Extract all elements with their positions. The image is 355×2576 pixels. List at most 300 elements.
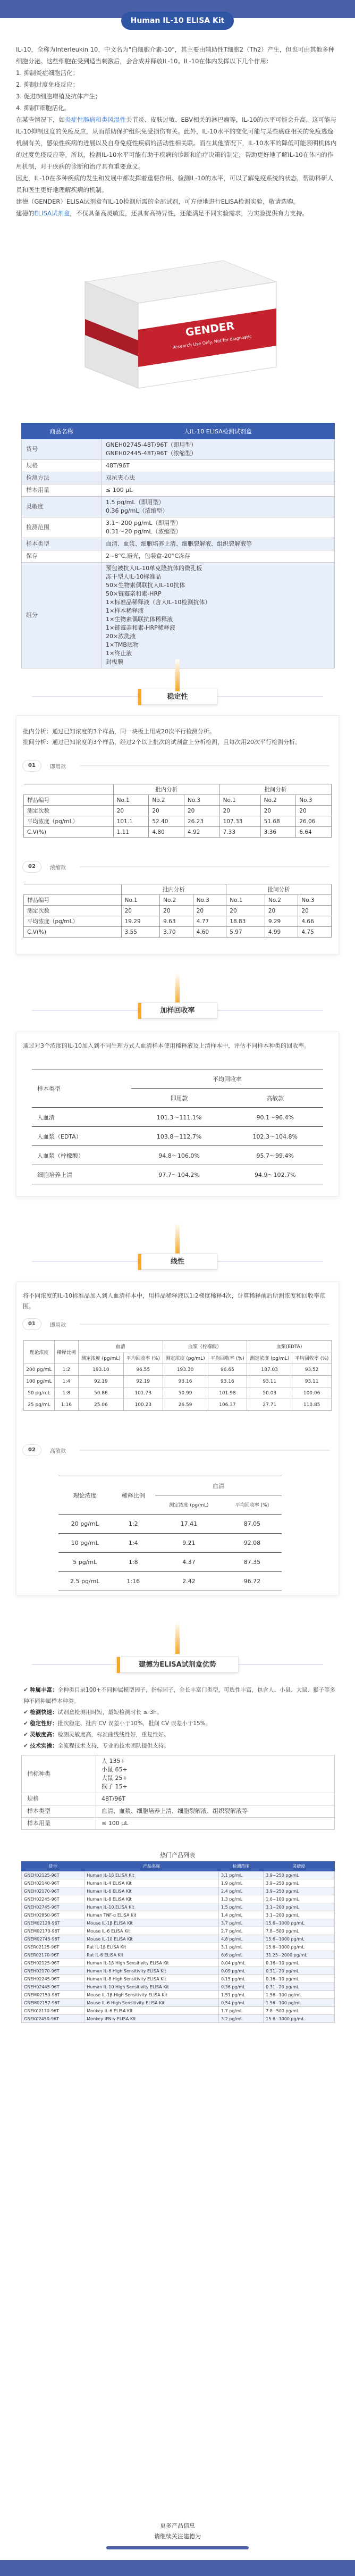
spec-key: 样本用量 bbox=[22, 484, 102, 497]
hot-cell: Rat IL-6 ELISA Kit bbox=[84, 1951, 219, 1959]
hot-cell: 3.1 pg/mL bbox=[218, 1871, 263, 1879]
stability-row bbox=[24, 895, 332, 906]
intro-p3: 因此，IL-10在多种疾病的发生和发展中都发挥着重要作用。检测IL-10的水平，可以了解免疫系统的状态，帮助科研人员和医生更好地理解疾病的机制。 bbox=[16, 174, 334, 194]
stability-cell: No.2 bbox=[160, 895, 193, 906]
stability-cell: 20 bbox=[121, 906, 160, 916]
hot-row bbox=[22, 1895, 335, 1903]
linearity2-cell: 2.42 bbox=[155, 1572, 223, 1591]
linearity-table-sensitive bbox=[58, 1476, 282, 1591]
hot-cell: 1.4 pg/mL bbox=[218, 1911, 263, 1919]
advantage-key: 样本用量 bbox=[22, 1818, 96, 1830]
hot-cell: 3.1 pg/mL bbox=[218, 1943, 263, 1951]
stability-cell: 19.29 bbox=[121, 916, 160, 927]
recovery-head-type: 样本类型 bbox=[32, 1069, 131, 1108]
hot-cell: 15.6~1000 pg/mL bbox=[264, 1935, 335, 1943]
hot-row bbox=[22, 1871, 335, 1879]
footer-line-2: 请继续关注建德为 bbox=[154, 2533, 201, 2540]
recovery-text: 通过对3个浓度的IL-10加入到不同生理方式人血清样本使用稀释液及上清样本中，评估不同样本种类的回收率。 bbox=[23, 1042, 310, 1049]
hot-cell: Mouse IL-10 ELISA Kit bbox=[84, 1935, 219, 1943]
stability-cell: 20 bbox=[260, 806, 296, 816]
stability-cell: No.3 bbox=[298, 895, 332, 906]
intro-p1: IL-10，全称为Interleukin 10，中文名为"白细胞介素-10"，其主要由辅助性T细胞2（Th2）产生，但也可由其他多种细胞分泌。这些细胞在受到适当刺激后，会合成并释放IL-10。IL-10在体内发挥以下几个作用： bbox=[16, 46, 335, 65]
stability-cell: 6.64 bbox=[296, 827, 332, 838]
spec-value: 血清、血浆、细胞培养上清、细胞裂解液、组织裂解液等 bbox=[102, 538, 335, 550]
linearity-cell: 1:2 bbox=[54, 1364, 78, 1376]
spec-row bbox=[22, 550, 335, 563]
stability-cell: No.2 bbox=[265, 895, 298, 906]
spec-row bbox=[22, 497, 335, 517]
hot-cell: Human IL-6 ELISA Kit bbox=[84, 1887, 219, 1895]
linearity-row bbox=[24, 1387, 332, 1399]
linearity-cell: 96.65 bbox=[208, 1364, 247, 1376]
stability-row-label: 测定次数 bbox=[24, 806, 114, 816]
spec-key: 货号 bbox=[22, 439, 102, 460]
stability-cell: 4.77 bbox=[193, 916, 226, 927]
hot-cell: GNER02125-96T bbox=[22, 1943, 84, 1951]
intro-p2 bbox=[16, 114, 339, 172]
hot-cell: GNEM02150-96T bbox=[22, 1991, 84, 1999]
section-advantage-head bbox=[0, 1654, 355, 1675]
hot-row bbox=[22, 1927, 335, 1935]
stability-cell: 18.83 bbox=[226, 916, 265, 927]
stability-sub2: 02 浓缩款 bbox=[0, 859, 355, 875]
spec-row bbox=[22, 517, 335, 538]
hot-cell: 3.1~200 pg/mL bbox=[264, 1903, 335, 1911]
hot-cell: 15.6~1000 pg/mL bbox=[264, 1943, 335, 1951]
linearity-cell: 1:16 bbox=[54, 1399, 78, 1411]
advantage-bullet: ✔ 种属丰富：全种类目录100+不同种属模型因子，指标因子，全长丰富门类型，可选性丰富，包含人、小鼠、大鼠、猴子等多种不同种属样本种类。 bbox=[23, 1687, 335, 1704]
stability-cell: 51.68 bbox=[260, 816, 296, 827]
section-recovery-badge bbox=[138, 1002, 217, 1018]
linearity-head-col: 测定浓度 (pg/mL) bbox=[78, 1352, 123, 1364]
linearity-head-group: 血浆（柠檬酸） bbox=[163, 1341, 247, 1352]
linearity-table-ready bbox=[23, 1340, 332, 1411]
spec-row bbox=[22, 538, 335, 550]
hot-cell: GNEH02445-96T bbox=[22, 1983, 84, 1991]
hot-cell: 3.9~250 pg/mL bbox=[264, 1879, 335, 1887]
hot-cell: Human IL-10 ELISA Kit bbox=[84, 1903, 219, 1911]
hot-cell: 0.04 pg/mL bbox=[218, 1959, 263, 1967]
linearity-head-col: 平均回收率 (%) bbox=[123, 1352, 163, 1364]
hot-cell: 3.2 pg/mL bbox=[218, 2015, 263, 2023]
advantage-bullet: ✔ 检测快速：试剂盒检测用时短，最短检测时长 ≤ 3h。 bbox=[23, 1709, 163, 1716]
linearity-cell: 101.73 bbox=[123, 1387, 163, 1399]
linearity2-cell: 20 pg/mL bbox=[58, 1515, 111, 1534]
section-linearity-badge bbox=[138, 1253, 217, 1269]
hot-row bbox=[22, 1967, 335, 1975]
section-advantage-badge bbox=[116, 1657, 239, 1672]
spec-value: 1.5 pg/mL（即用型） 0.36 pg/mL（浓缩型） bbox=[102, 497, 335, 517]
spec-key: 规格 bbox=[22, 460, 102, 472]
linearity-cell: 1:8 bbox=[54, 1387, 78, 1399]
spec-row bbox=[22, 439, 335, 460]
recovery-table bbox=[32, 1069, 323, 1184]
hot-cell: Mouse IL-6 High Sensitivity ELISA Kit bbox=[84, 1999, 219, 2007]
spec-table bbox=[21, 423, 335, 668]
stability-row-label: 平均浓度（pg/mL） bbox=[24, 816, 114, 827]
page-title: Human IL-10 ELISA Kit bbox=[121, 12, 234, 30]
stability-cell: 4.99 bbox=[265, 927, 298, 938]
stability-cell: 26.23 bbox=[184, 816, 219, 827]
hot-cell: Human IL-1β ELISA Kit bbox=[84, 1871, 219, 1879]
recovery-head-b: 高敏款 bbox=[227, 1089, 323, 1108]
linearity2-cell: 5 pg/mL bbox=[58, 1553, 111, 1572]
advantage-row bbox=[22, 1755, 335, 1793]
linearity2-cell: 96.72 bbox=[223, 1572, 282, 1591]
hot-head: 灵敏度 bbox=[264, 1862, 335, 1871]
hot-cell: Mouse IL-6 ELISA Kit bbox=[84, 1927, 219, 1935]
intro-p4-link[interactable]: ELISA试剂盒 bbox=[34, 210, 70, 217]
linearity-cell: 93.52 bbox=[292, 1364, 332, 1376]
stability-cell: 3.55 bbox=[121, 927, 160, 938]
intro-p2-link[interactable]: 炎症性肠病和类风湿性 bbox=[65, 116, 126, 123]
linearity2-cell: 1:4 bbox=[111, 1534, 155, 1553]
hot-cell: GNEM02745-96T bbox=[22, 1935, 84, 1943]
linearity2-header-row bbox=[58, 1476, 282, 1495]
linearity-cell: 92.19 bbox=[123, 1376, 163, 1387]
linearity2-cell: 87.35 bbox=[223, 1553, 282, 1572]
linearity-text: 将不同浓度的IL-10标准品加入到人血清样本中，用样品稀释液以1:2梯度稀释4次，计算稀释前后所测浓度和回收率范围。 bbox=[23, 1292, 325, 1310]
footer bbox=[0, 2521, 355, 2542]
hot-cell: Human IL-8 ELISA Kit bbox=[84, 1895, 219, 1903]
linearity-cell: 25 pg/mL bbox=[24, 1399, 55, 1411]
linearity2-row bbox=[58, 1553, 282, 1572]
stability-cell: 4.92 bbox=[184, 827, 219, 838]
stability-cell: 1.11 bbox=[113, 827, 149, 838]
stability-head-a: 批内分析 bbox=[113, 784, 219, 795]
spec-key: 检测方法 bbox=[22, 472, 102, 484]
hot-cell: GNEH02850-96T bbox=[22, 1911, 84, 1919]
stability-row-label: C.V(%) bbox=[24, 827, 114, 838]
intro-p2-b: 关节炎、皮肤过敏、EBV相关的淋巴瘤等，IL-10的水平可能会升高，这可能与IL-10抑制过度的免疫反应，从而帮助保护组织免受损伤有关。此外，IL-10水平的变化可能与某些癌症相关的免疫逃逸机制有关，感染性疾病的进展以及自身免疫性疾病的活动性相关联。而在其他情况下，IL-10水平的降低可能表明机体内的过度免疫反应等。所以，检测IL-10水平可能有助于疾病的诊断和治疗决策的制定，帮助更好地了解IL-10在体内的作用机制，对于疾病的诊断和治疗具有重要意义。 bbox=[16, 116, 337, 170]
section-connector bbox=[175, 659, 180, 691]
hot-cell: 3.1~200 pg/mL bbox=[264, 1911, 335, 1919]
hot-cell: 0.16~10 pg/mL bbox=[264, 1975, 335, 1983]
section-stability-label: 稳定性 bbox=[167, 693, 188, 701]
linearity-cell: 187.03 bbox=[247, 1364, 292, 1376]
recovery-value: 94.8～106.0% bbox=[131, 1146, 227, 1165]
recovery-header-row bbox=[32, 1069, 323, 1089]
linearity-cell: 101.98 bbox=[208, 1387, 247, 1399]
hot-cell: 3.7 pg/mL bbox=[218, 1919, 263, 1927]
linearity-head-group: 血清 bbox=[78, 1341, 163, 1352]
stability-row-label: 样品编号 bbox=[24, 895, 122, 906]
recovery-head-avg: 平均回收率 bbox=[131, 1069, 323, 1089]
linearity-cell: 110.85 bbox=[292, 1399, 332, 1411]
intro-text bbox=[16, 44, 339, 219]
stability-row bbox=[24, 816, 332, 827]
advantage-row bbox=[22, 1805, 335, 1818]
linearity2-cell: 4.37 bbox=[155, 1553, 223, 1572]
stability-row-label: 样品编号 bbox=[24, 795, 114, 806]
linearity2-head-ratio: 稀释比例 bbox=[111, 1476, 155, 1515]
stability-cell: 101.1 bbox=[113, 816, 149, 827]
section-linearity-label: 线性 bbox=[170, 1258, 184, 1266]
hot-cell: Mouse IL-1β High Sensitivity ELISA Kit bbox=[84, 1991, 219, 1999]
stability-head-b: 批间分析 bbox=[219, 784, 331, 795]
hot-cell: 1.5 pg/mL bbox=[218, 1903, 263, 1911]
recovery-sample: 人血清 bbox=[32, 1108, 131, 1127]
recovery-value: 101.3～111.1% bbox=[131, 1108, 227, 1127]
hot-cell: 1.56~100 pg/mL bbox=[264, 1991, 335, 1999]
hot-cell: Human IL-4 ELISA Kit bbox=[84, 1879, 219, 1887]
advantage-value: 48T/96T bbox=[96, 1793, 335, 1805]
stability-cell: 4.66 bbox=[298, 916, 332, 927]
linearity-row bbox=[24, 1376, 332, 1387]
stability-cell: No.2 bbox=[149, 795, 184, 806]
stability-cell: 4.75 bbox=[298, 927, 332, 938]
hot-row bbox=[22, 1959, 335, 1967]
linearity-head-conc: 理论浓度 bbox=[24, 1341, 55, 1364]
hot-head: 货号 bbox=[22, 1862, 84, 1871]
advantage-value: 人 135+ 小鼠 65+ 大鼠 25+ 猴子 15+ bbox=[96, 1755, 335, 1793]
section-recovery-head bbox=[0, 1000, 355, 1021]
spec-title: 商品名称 bbox=[22, 423, 102, 439]
linearity-head-col: 测定浓度 (pg/mL) bbox=[247, 1352, 292, 1364]
linearity2-cell: 2.5 pg/mL bbox=[58, 1572, 111, 1591]
hot-row bbox=[22, 1879, 335, 1887]
linearity-head-ratio: 稀释比例 bbox=[54, 1341, 78, 1364]
advantage-value: ≤ 100 μL bbox=[96, 1818, 335, 1830]
stability-table-ready bbox=[23, 784, 332, 838]
stability-cell: 20 bbox=[113, 806, 149, 816]
hot-cell: 6.6 pg/mL bbox=[218, 1951, 263, 1959]
bottom-banner bbox=[0, 2560, 355, 2576]
linearity2-cell: 1:8 bbox=[111, 1553, 155, 1572]
linearity-cell: 92.19 bbox=[78, 1376, 123, 1387]
advantage-key: 指标种类 bbox=[22, 1755, 96, 1793]
stability-cell: 20 bbox=[184, 806, 219, 816]
hot-cell: GNEK02170-96T bbox=[22, 2007, 84, 2015]
recovery-value: 95.7～99.4% bbox=[227, 1146, 323, 1165]
spec-value: 双抗夹心法 bbox=[102, 472, 335, 484]
hot-cell: GNEM02170-96T bbox=[22, 1927, 84, 1935]
section-recovery-label: 加样回收率 bbox=[160, 1007, 195, 1015]
hot-row bbox=[22, 2015, 335, 2023]
intro-p4-b: ，不仅具备高灵敏度，还具有高特异性，还能满足不同实验需求，为实验提供有力支持。 bbox=[70, 210, 308, 217]
linearity2-cell: 87.05 bbox=[223, 1515, 282, 1534]
linearity-head-col: 测定浓度 (pg/mL) bbox=[163, 1352, 208, 1364]
spec-value: 2~8°C,避光，包装盒-20°C冻存 bbox=[102, 550, 335, 563]
hot-cell: Human TNF-α ELISA Kit bbox=[84, 1911, 219, 1919]
hot-cell: GNEM02157-96T bbox=[22, 1999, 84, 2007]
spec-value: ≤ 100 μL bbox=[102, 484, 335, 497]
advantage-key: 规格 bbox=[22, 1793, 96, 1805]
hot-cell: Human IL-1β High Sensitivity ELISA Kit bbox=[84, 1959, 219, 1967]
linearity2-head-col: 测定浓度 (pg/mL) bbox=[155, 1495, 223, 1515]
stability-cell: 107.33 bbox=[219, 816, 260, 827]
stability-row bbox=[24, 916, 332, 927]
hot-cell: 1.9 pg/mL bbox=[218, 1879, 263, 1887]
hot-cell: Monkey IL-6 ELISA Kit bbox=[84, 2007, 219, 2015]
hot-cell: 0.36 pg/mL bbox=[218, 1983, 263, 1991]
stability-header-row bbox=[24, 784, 332, 795]
footer-line-1: 更多产品信息 bbox=[160, 2522, 195, 2529]
stability-cell: No.1 bbox=[121, 895, 160, 906]
linearity2-cell: 92.08 bbox=[223, 1534, 282, 1553]
spec-value: 3.1～200 pg/mL（即用型） 0.31～20 pg/mL（浓缩型） bbox=[102, 517, 335, 538]
hot-cell: GNEH02125-96T bbox=[22, 1959, 84, 1967]
hot-row bbox=[22, 1919, 335, 1927]
stability-cell: 3.70 bbox=[160, 927, 193, 938]
linearity-row bbox=[24, 1399, 332, 1411]
hot-cell: GNEH02170-96T bbox=[22, 1887, 84, 1895]
product-box-svg bbox=[64, 250, 292, 404]
stability-cell: 20 bbox=[149, 806, 184, 816]
hot-row bbox=[22, 1983, 335, 1991]
intro-list-2: 2. 抑制过度免疫反应； bbox=[16, 81, 79, 88]
recovery-row bbox=[32, 1146, 323, 1165]
hot-cell: GNEH02170-96T bbox=[22, 1967, 84, 1975]
recovery-row bbox=[32, 1108, 323, 1127]
intro-p4 bbox=[16, 207, 339, 219]
linearity-cell: 193.30 bbox=[163, 1364, 208, 1376]
hot-cell: GNEH02140-96T bbox=[22, 1879, 84, 1887]
stability-row-label: 平均浓度（pg/mL） bbox=[24, 916, 122, 927]
recovery-sample: 人血浆（柠檬酸） bbox=[32, 1146, 131, 1165]
hot-cell: Human IL-10 High Sensitivity ELISA Kit bbox=[84, 1983, 219, 1991]
stability-row bbox=[24, 827, 332, 838]
linearity2-row bbox=[58, 1515, 282, 1534]
linearity2-cell: 17.41 bbox=[155, 1515, 223, 1534]
stability-cell: No.3 bbox=[193, 895, 226, 906]
footer-bar bbox=[106, 2546, 249, 2549]
hot-cell: 1.3 pg/mL bbox=[218, 1895, 263, 1903]
hot-cell: Rat IL-1β ELISA Kit bbox=[84, 1943, 219, 1951]
stability-header-row bbox=[24, 884, 332, 895]
spec-value: 预包被抗人IL-10单克隆抗体的微孔板 冻干型人IL-10标准品 50×生物素偶联抗人IL-10抗体 50×链霉亲和素-HRP 1×标准品稀释液（含人IL-10检测抗体） 1×样本稀释液 1×生物素偶联抗体稀释液 1×链霉亲和素-HRP稀释液 20×浓洗液 1×TMB底物 1×终止液 封板膜 bbox=[102, 563, 335, 668]
recovery-sample: 细胞培养上清 bbox=[32, 1165, 131, 1184]
linearity-sub2-label: 高敏款 bbox=[50, 1449, 66, 1454]
stability-text: 批内分析：通过已知浓度的3个样品，同一块板上用成20次平行检测分析。 批间分析：通过已知浓度的3个样品，经过2个以上批次的试剂盒上分析检测，且每次用20次平行检测分析。 bbox=[23, 728, 301, 746]
stability-head-a: 批内分析 bbox=[121, 884, 226, 895]
advantage-key: 样本类型 bbox=[22, 1805, 96, 1818]
hot-row bbox=[22, 1999, 335, 2007]
linearity-sub1-label: 即用款 bbox=[50, 1323, 66, 1328]
spec-value: 48T/96T bbox=[102, 460, 335, 472]
spec-row bbox=[22, 484, 335, 497]
hot-cell: GNEH02125-96T bbox=[22, 1871, 84, 1879]
hot-cell: 15.6~1000 pg/mL bbox=[264, 2015, 335, 2023]
linearity2-cell: 10 pg/mL bbox=[58, 1534, 111, 1553]
spec-key: 组分 bbox=[22, 563, 102, 668]
box-sub: Research Use Only. Not for diagnostic bbox=[172, 334, 252, 350]
stability-cell: No.3 bbox=[184, 795, 219, 806]
stability-cell: No.1 bbox=[113, 795, 149, 806]
linearity-row bbox=[24, 1364, 332, 1376]
linearity2-row bbox=[58, 1572, 282, 1591]
hot-row bbox=[22, 1903, 335, 1911]
hot-cell: 3.9~250 pg/mL bbox=[264, 1887, 335, 1895]
hot-cell: 2.4 pg/mL bbox=[218, 1887, 263, 1895]
hot-cell: 0.15 pg/mL bbox=[218, 1975, 263, 1983]
linearity-head-col: 平均回收率 (%) bbox=[292, 1352, 332, 1364]
linearity-cell: 93.16 bbox=[208, 1376, 247, 1387]
hot-cell: GNEK02450-96T bbox=[22, 2015, 84, 2023]
hot-row bbox=[22, 1943, 335, 1951]
linearity-cell: 93.11 bbox=[247, 1376, 292, 1387]
hot-cell: 1.6~100 pg/mL bbox=[264, 1895, 335, 1903]
hot-cell: Human IL-8 High Sensitivity ELISA Kit bbox=[84, 1975, 219, 1983]
advantage-table bbox=[21, 1755, 335, 1830]
spec-key: 灵敏度 bbox=[22, 497, 102, 517]
linearity-cell: 96.55 bbox=[123, 1364, 163, 1376]
advantage-row bbox=[22, 1793, 335, 1805]
spec-key: 保存 bbox=[22, 550, 102, 563]
intro-p4-a: 建德的 bbox=[16, 210, 35, 217]
linearity-sub1: 01 即用款 bbox=[0, 1316, 355, 1332]
spec-title-value: 人IL-10 ELISA检测试剂盒 bbox=[102, 423, 335, 439]
hot-cell: 3.9~250 pg/mL bbox=[264, 1871, 335, 1879]
spec-row bbox=[22, 563, 335, 668]
linearity-cell: 193.10 bbox=[78, 1364, 123, 1376]
recovery-row bbox=[32, 1165, 323, 1184]
section-connector bbox=[175, 1622, 180, 1654]
hot-row bbox=[22, 1887, 335, 1895]
box-logo: GENDER bbox=[184, 319, 235, 339]
linearity-cell: 93.16 bbox=[163, 1376, 208, 1387]
hot-cell: 15.6~1000 pg/mL bbox=[264, 1919, 335, 1927]
intro-list-4: 4. 抑制T细胞活化。 bbox=[16, 104, 71, 112]
linearity2-head-conc: 理论浓度 bbox=[58, 1476, 111, 1515]
stability-cell: No.1 bbox=[226, 895, 265, 906]
stability-cell: 20 bbox=[219, 806, 260, 816]
hot-cell: Mouse IL-1β ELISA Kit bbox=[84, 1919, 219, 1927]
stability-row bbox=[24, 795, 332, 806]
linearity2-row bbox=[58, 1534, 282, 1553]
linearity-head-col: 平均回收率 (%) bbox=[208, 1352, 247, 1364]
linearity-cell: 25.06 bbox=[78, 1399, 123, 1411]
advantage-bullet: ✔ 技术实操：全流程技术支持，专业的技术团队提供支持。 bbox=[23, 1743, 170, 1749]
hot-head: 产品名称 bbox=[84, 1862, 219, 1871]
stability-cell: 3.36 bbox=[260, 827, 296, 838]
stability-sub1-label: 即用款 bbox=[50, 764, 66, 770]
hot-row bbox=[22, 1951, 335, 1959]
stability-cell: 5.97 bbox=[226, 927, 265, 938]
hot-cell: 1.51 pg/mL bbox=[218, 1991, 263, 1999]
section-linearity-head bbox=[0, 1251, 355, 1272]
stability-cell: 4.60 bbox=[193, 927, 226, 938]
linearity2-cell: 1:16 bbox=[111, 1572, 155, 1591]
linearity-cell: 1:4 bbox=[54, 1376, 78, 1387]
linearity-head-group: 血浆(EDTA) bbox=[247, 1341, 332, 1352]
hot-cell: GNEM02128-96T bbox=[22, 1919, 84, 1927]
intro-list-1: 1. 抑制炎症细胞活化； bbox=[16, 69, 79, 77]
hot-cell: 0.54 pg/mL bbox=[218, 1999, 263, 2007]
stability-cell: No.3 bbox=[296, 795, 332, 806]
hot-cell: 0.09 pg/mL bbox=[218, 1967, 263, 1975]
hot-cell: GNEH02245-96T bbox=[22, 1975, 84, 1983]
hot-row bbox=[22, 1911, 335, 1919]
spec-body bbox=[22, 439, 335, 668]
section-connector bbox=[175, 1223, 180, 1255]
linearity-cell: 50 pg/mL bbox=[24, 1387, 55, 1399]
recovery-value: 102.3～104.8% bbox=[227, 1127, 323, 1146]
linearity-cell: 26.59 bbox=[163, 1399, 208, 1411]
spec-value: GNEH02745-48T/96T（即用型） GNEH02445-48T/96T（浓缩型） bbox=[102, 439, 335, 460]
spec-key: 检测范围 bbox=[22, 517, 102, 538]
hot-cell: 7.8~500 pg/mL bbox=[264, 1927, 335, 1935]
stability-row-label: C.V(%) bbox=[24, 927, 122, 938]
stability-cell: No.1 bbox=[219, 795, 260, 806]
hot-cell: Monkey IFN-γ ELISA Kit bbox=[84, 2015, 219, 2023]
advantage-bullet: ✔ 灵敏度高：检测灵敏度高，标准曲线线性好，重复性好。 bbox=[23, 1732, 170, 1738]
linearity-sub2: 02 高敏款 bbox=[0, 1442, 355, 1458]
spec-key: 样本类型 bbox=[22, 538, 102, 550]
hot-cell: 2.7 pg/mL bbox=[218, 1927, 263, 1935]
linearity-cell: 200 pg/mL bbox=[24, 1364, 55, 1376]
linearity-cell: 100.23 bbox=[123, 1399, 163, 1411]
